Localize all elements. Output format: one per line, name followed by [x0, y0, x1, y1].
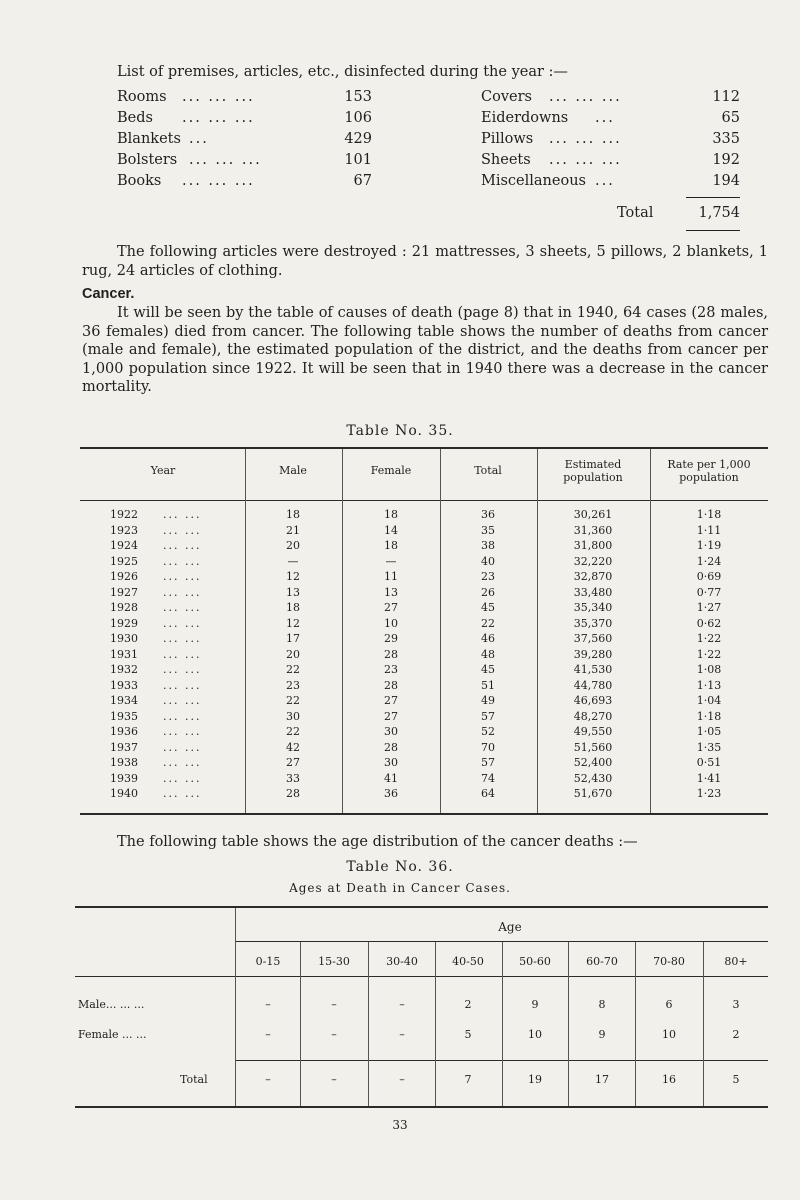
- data-cell: 45: [481, 663, 495, 676]
- destroyed-articles-text: The following articles were destroyed : 21 mattresses, 3 sheets, 5 pillows, 2 blankets, 1 rug, 24 articles of clothing.: [82, 244, 768, 279]
- table-row: [0, 1073, 800, 1087]
- data-cell: 57: [481, 709, 495, 723]
- data-cell: 1·22: [696, 632, 722, 645]
- data-cell: –: [265, 998, 271, 1011]
- table-row: [0, 663, 800, 677]
- year-cell: 1939: [110, 771, 138, 785]
- table-row: [0, 756, 800, 770]
- data-cell: 45: [481, 601, 495, 614]
- data-cell: 52,400: [573, 756, 613, 769]
- data-cell: 51: [481, 678, 495, 692]
- data-cell: 31,800: [573, 539, 613, 552]
- age-group-header: 50-60: [519, 955, 551, 968]
- data-cell: 27: [384, 601, 398, 614]
- year-cell: 1922: [110, 508, 138, 521]
- data-cell: 1·22: [696, 647, 722, 661]
- data-cell: 5: [732, 1073, 740, 1086]
- data-cell: 31,360: [573, 523, 613, 537]
- data-cell: 52: [481, 725, 495, 738]
- age-group-header: 30-40: [386, 955, 418, 968]
- data-cell: 41,530: [573, 663, 613, 676]
- leader-dots: ... ... ...: [549, 152, 622, 168]
- leader-dots: ... ...: [163, 787, 202, 800]
- year-cell: 1932: [110, 663, 138, 676]
- data-cell: 19: [528, 1073, 542, 1086]
- leader-dots: ... ...: [163, 539, 202, 552]
- data-cell: 30: [384, 756, 398, 769]
- data-cell: —: [287, 554, 299, 568]
- table-row: [0, 741, 800, 755]
- column-header-total: Total: [474, 464, 502, 477]
- item-count: 67: [353, 173, 372, 189]
- data-cell: 7: [464, 1073, 472, 1086]
- item-count: 429: [344, 131, 372, 147]
- table-row: [0, 539, 800, 553]
- age-group-header: 80+: [724, 955, 748, 968]
- data-cell: 28: [286, 787, 300, 800]
- data-cell: 8: [598, 998, 606, 1011]
- data-cell: 18: [384, 508, 398, 521]
- data-cell: 32,220: [573, 554, 613, 568]
- data-cell: 30: [286, 709, 300, 723]
- year-cell: 1928: [110, 601, 138, 614]
- table-35-top-rule: [80, 447, 768, 449]
- data-cell: 42: [286, 740, 300, 754]
- data-cell: 10: [528, 1028, 542, 1041]
- leader-dots: ... ...: [163, 523, 202, 537]
- leader-dots: ... ...: [163, 709, 202, 723]
- leader-dots: ... ...: [163, 647, 202, 661]
- table-row: [0, 648, 800, 662]
- total-rule-top: [686, 197, 740, 198]
- table-row: [0, 632, 800, 646]
- row-label: Female ... ...: [78, 1028, 147, 1041]
- table-row: [0, 570, 800, 584]
- data-cell: 17: [286, 632, 300, 645]
- data-cell: 1·08: [696, 663, 722, 676]
- table-row: [0, 1028, 800, 1042]
- year-cell: 1927: [110, 585, 138, 599]
- disinfection-intro: List of premises, articles, etc., disinfected during the year :—: [117, 64, 568, 80]
- disinfection-row: [117, 110, 742, 131]
- column-header-male: Male: [279, 464, 307, 477]
- leader-dots: ...: [189, 131, 209, 147]
- data-cell: 13: [286, 585, 300, 599]
- table-row: [0, 679, 800, 693]
- year-cell: 1929: [110, 616, 138, 630]
- year-cell: 1938: [110, 756, 138, 769]
- year-cell: 1931: [110, 647, 138, 661]
- data-cell: 30,261: [573, 508, 613, 521]
- table-row: [0, 772, 800, 786]
- data-cell: –: [399, 998, 405, 1011]
- data-cell: 51,560: [573, 740, 613, 754]
- data-cell: 36: [481, 508, 495, 521]
- data-cell: 22: [286, 725, 300, 738]
- data-cell: 28: [384, 740, 398, 754]
- data-cell: 1·13: [696, 678, 722, 692]
- year-cell: 1940: [110, 787, 138, 800]
- data-cell: 18: [384, 539, 398, 552]
- item-count: 192: [712, 152, 740, 168]
- age-group-header: 60-70: [586, 955, 618, 968]
- cancer-paragraph: It will be seen by the table of causes of death (page 8) that in 1940, 64 cases (28 males, 36 females) died from cancer. The following table shows the number of deaths from cancer (male and female), the estimated population of the district, and the deaths from cancer per 1,000 population since 1922. It will be seen that in 1940 there was a decrease in the cancer mortality.: [82, 305, 768, 395]
- data-cell: 20: [286, 647, 300, 661]
- data-cell: 1·18: [696, 508, 722, 521]
- table-36-subtitle: Ages at Death in Cancer Cases.: [289, 881, 511, 895]
- data-cell: 1·41: [696, 771, 722, 785]
- data-cell: –: [265, 1028, 271, 1041]
- year-cell: 1925: [110, 554, 138, 568]
- data-cell: 33: [286, 771, 300, 785]
- data-cell: 57: [481, 756, 495, 769]
- data-cell: 1·27: [696, 601, 722, 614]
- age-group-header: 15-30: [318, 955, 350, 968]
- item-count: 65: [721, 110, 740, 126]
- data-cell: 13: [384, 585, 398, 599]
- data-cell: 28: [384, 678, 398, 692]
- item-name: Miscellaneous: [481, 173, 586, 189]
- data-cell: 1·05: [696, 725, 722, 738]
- column-header-rate-population: population: [679, 471, 739, 484]
- data-cell: 21: [286, 523, 300, 537]
- data-cell: 74: [481, 771, 495, 785]
- data-cell: –: [399, 1073, 405, 1086]
- data-cell: 35,370: [573, 616, 613, 630]
- data-cell: 1·35: [696, 740, 722, 754]
- data-cell: 46,693: [573, 694, 613, 707]
- data-cell: –: [331, 1073, 337, 1086]
- leader-dots: ... ... ...: [189, 152, 262, 168]
- data-cell: 18: [286, 508, 300, 521]
- data-cell: 32,870: [573, 570, 613, 583]
- data-cell: 6: [665, 998, 673, 1011]
- item-count: 153: [344, 89, 372, 105]
- data-cell: 2: [464, 998, 472, 1011]
- page-number: 33: [392, 1118, 408, 1132]
- data-cell: 17: [595, 1073, 609, 1086]
- item-count: 101: [344, 152, 372, 168]
- data-cell: 11: [384, 570, 398, 583]
- leader-dots: ...: [595, 110, 615, 126]
- item-count: 112: [712, 89, 740, 105]
- data-cell: 27: [384, 694, 398, 707]
- year-cell: 1930: [110, 632, 138, 645]
- leader-dots: ... ... ...: [182, 89, 255, 105]
- data-cell: 28: [384, 647, 398, 661]
- leader-dots: ... ... ...: [549, 89, 622, 105]
- data-cell: 10: [384, 616, 398, 630]
- item-count: 335: [712, 131, 740, 147]
- data-cell: 0·69: [696, 570, 722, 583]
- data-cell: 0·77: [696, 585, 722, 599]
- data-cell: 49: [481, 694, 495, 707]
- data-cell: 10: [662, 1028, 676, 1041]
- data-cell: 70: [481, 740, 495, 754]
- data-cell: 23: [286, 678, 300, 692]
- data-cell: –: [265, 1073, 271, 1086]
- data-cell: 29: [384, 632, 398, 645]
- age-group-header: 40-50: [452, 955, 484, 968]
- column-header-population: population: [563, 471, 623, 484]
- leader-dots: ... ...: [163, 632, 202, 645]
- data-cell: 27: [384, 709, 398, 723]
- disinfection-total-value: 1,754: [698, 205, 740, 221]
- data-cell: 49,550: [573, 725, 613, 738]
- data-cell: –: [399, 1028, 405, 1041]
- year-cell: 1935: [110, 709, 138, 723]
- year-cell: 1926: [110, 570, 138, 583]
- item-name: Eiderdowns: [481, 110, 569, 126]
- leader-dots: ... ...: [163, 771, 202, 785]
- table-35-header-rule: [80, 500, 768, 501]
- leader-dots: ... ...: [163, 725, 202, 738]
- leader-dots: ... ...: [163, 694, 202, 707]
- data-cell: 5: [464, 1028, 472, 1041]
- table-row: [0, 725, 800, 739]
- year-cell: 1923: [110, 523, 138, 537]
- data-cell: 1·23: [696, 787, 722, 800]
- item-count: 106: [344, 110, 372, 126]
- data-cell: 20: [286, 539, 300, 552]
- column-header-year: Year: [150, 464, 176, 477]
- item-name: Books: [117, 173, 162, 189]
- leader-dots: ... ... ...: [549, 131, 622, 147]
- data-cell: 14: [384, 523, 398, 537]
- data-cell: 37,560: [573, 632, 613, 645]
- data-cell: 51,670: [573, 787, 613, 800]
- age-group-header: 0-15: [255, 955, 281, 968]
- table-row: [0, 508, 800, 522]
- leader-dots: ... ...: [163, 740, 202, 754]
- item-name: Covers: [481, 89, 532, 105]
- data-cell: 1·11: [696, 523, 722, 537]
- table-row: [0, 998, 800, 1012]
- data-cell: 22: [286, 694, 300, 707]
- leader-dots: ...: [595, 173, 615, 189]
- column-header-female: Female: [370, 464, 412, 477]
- age-header: Age: [498, 920, 522, 934]
- disinfection-row: [117, 173, 742, 194]
- leader-dots: ... ... ...: [182, 110, 255, 126]
- column-header-estimated: Estimated: [564, 458, 622, 471]
- data-cell: 35: [481, 523, 495, 537]
- data-cell: 18: [286, 601, 300, 614]
- data-cell: 1·19: [696, 539, 722, 552]
- data-cell: 48,270: [573, 709, 613, 723]
- table-row: [0, 787, 800, 801]
- age-distribution-intro: The following table shows the age distribution of the cancer deaths :—: [117, 834, 638, 850]
- item-count: 194: [712, 173, 740, 189]
- table-row: [0, 694, 800, 708]
- data-cell: –: [331, 998, 337, 1011]
- data-cell: 16: [662, 1073, 676, 1086]
- table-row: [0, 555, 800, 569]
- data-cell: 0·62: [696, 616, 722, 630]
- age-group-header: 70-80: [653, 955, 685, 968]
- table-row: [0, 586, 800, 600]
- item-name: Pillows: [481, 131, 534, 147]
- table-row: [0, 524, 800, 538]
- cancer-heading: Cancer.: [82, 286, 135, 302]
- data-cell: 38: [481, 539, 495, 552]
- data-cell: 23: [481, 570, 495, 583]
- year-cell: 1937: [110, 740, 138, 754]
- leader-dots: ... ...: [163, 508, 202, 521]
- table-36-group-rule: [75, 976, 768, 977]
- data-cell: 23: [384, 663, 398, 676]
- data-cell: 0·51: [696, 756, 722, 769]
- data-cell: 1·04: [696, 694, 722, 707]
- leader-dots: ... ...: [163, 554, 202, 568]
- leader-dots: ... ...: [163, 570, 202, 583]
- total-rule-bottom: [686, 230, 740, 231]
- data-cell: 9: [531, 998, 539, 1011]
- table-35-title: Table No. 35.: [346, 423, 454, 439]
- data-cell: 46: [481, 632, 495, 645]
- item-name: Sheets: [481, 152, 531, 168]
- data-cell: 2: [732, 1028, 740, 1041]
- disinfection-total-label: Total: [617, 205, 654, 221]
- data-cell: 22: [286, 663, 300, 676]
- disinfection-list: [117, 89, 742, 194]
- leader-dots: ... ...: [163, 678, 202, 692]
- data-cell: 26: [481, 585, 495, 599]
- table-row: [0, 601, 800, 615]
- column-header-rate: Rate per 1,000: [667, 458, 751, 471]
- data-cell: 35,340: [573, 601, 613, 614]
- table-36-title: Table No. 36.: [346, 859, 454, 875]
- data-cell: 9: [598, 1028, 606, 1041]
- data-cell: 36: [384, 787, 398, 800]
- leader-dots: ... ...: [163, 616, 202, 630]
- leader-dots: ... ... ...: [182, 173, 255, 189]
- data-cell: 64: [481, 787, 495, 800]
- table-36-bottom-rule: [75, 1106, 768, 1108]
- data-cell: 1·18: [696, 709, 722, 723]
- data-cell: 44,780: [573, 678, 613, 692]
- item-name: Blankets: [117, 131, 181, 147]
- data-cell: 52,430: [573, 771, 613, 785]
- year-cell: 1924: [110, 539, 138, 552]
- year-cell: 1936: [110, 725, 138, 738]
- data-cell: 41: [384, 771, 398, 785]
- leader-dots: ... ...: [163, 756, 202, 769]
- leader-dots: ... ...: [163, 585, 202, 599]
- table-row: [0, 617, 800, 631]
- table-36-top-rule: [75, 906, 768, 908]
- data-cell: 40: [481, 554, 495, 568]
- data-cell: 27: [286, 756, 300, 769]
- data-cell: 33,480: [573, 585, 613, 599]
- row-label: Total: [180, 1073, 208, 1086]
- leader-dots: ... ...: [163, 601, 202, 614]
- data-cell: 1·24: [696, 554, 722, 568]
- data-cell: –: [331, 1028, 337, 1041]
- table-row: [0, 710, 800, 724]
- year-cell: 1933: [110, 678, 138, 692]
- data-cell: 12: [286, 616, 300, 630]
- data-cell: 12: [286, 570, 300, 583]
- item-name: Bolsters: [117, 152, 178, 168]
- row-label: Male... ... ...: [78, 998, 145, 1011]
- item-name: Rooms: [117, 89, 167, 105]
- disinfection-row: [117, 89, 742, 110]
- data-cell: 39,280: [573, 647, 613, 661]
- data-cell: 22: [481, 616, 495, 630]
- disinfection-row: [117, 152, 742, 173]
- year-cell: 1934: [110, 694, 138, 707]
- table-35-bottom-rule: [80, 813, 768, 815]
- data-cell: 3: [732, 998, 740, 1011]
- item-name: Beds: [117, 110, 153, 126]
- leader-dots: ... ...: [163, 663, 202, 676]
- data-cell: 30: [384, 725, 398, 738]
- data-cell: —: [385, 554, 397, 568]
- data-cell: 48: [481, 647, 495, 661]
- disinfection-row: [117, 131, 742, 152]
